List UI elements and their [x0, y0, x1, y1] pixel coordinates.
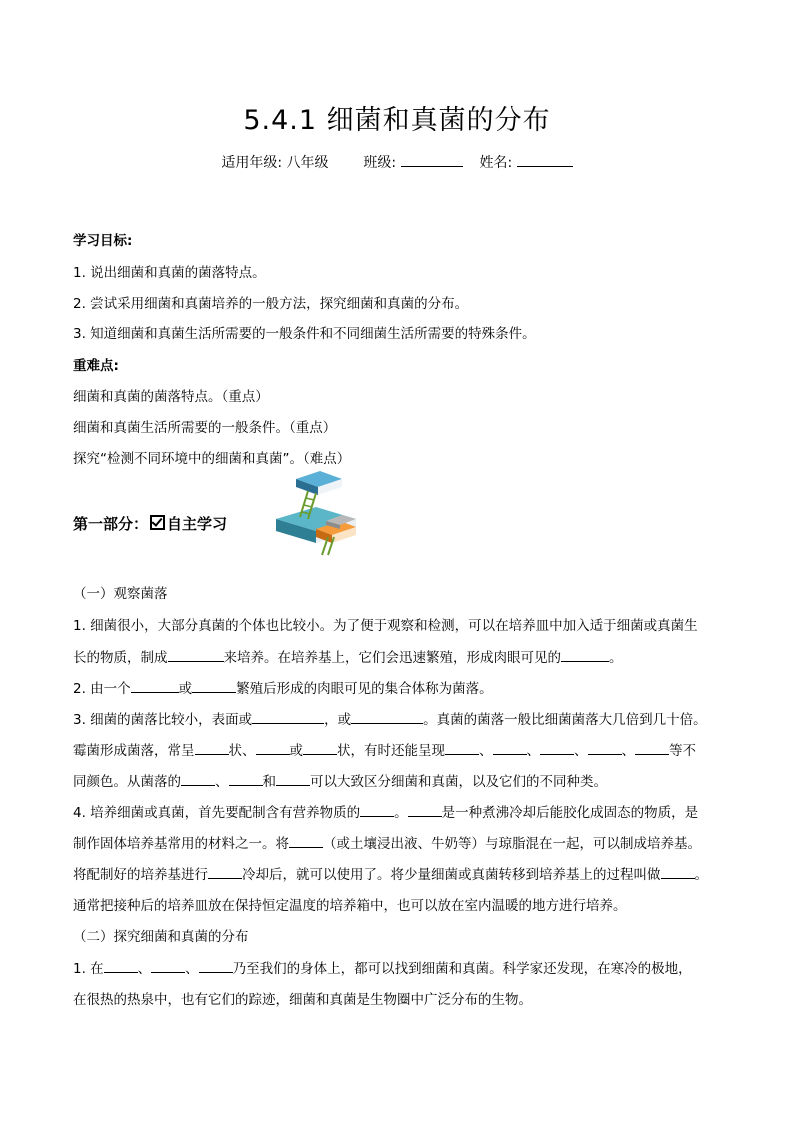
text-span: 3. 细菌的菌落比较小，表面或 — [73, 712, 253, 728]
text-span: 1. 在 — [73, 961, 104, 977]
part1-title: 自主学习 — [167, 515, 228, 533]
fill-blank[interactable] — [289, 835, 323, 848]
text-span: 霉菌形成菌落，常呈 — [73, 743, 195, 759]
text-span: 、 — [574, 743, 588, 759]
text-span: 、 — [185, 961, 199, 977]
fill-blank[interactable] — [131, 680, 179, 693]
fill-blank[interactable] — [181, 773, 215, 786]
checkbox-icon — [150, 515, 165, 530]
part1-prefix: 第一部分： — [73, 515, 149, 533]
text-span: 同颜色。从菌落的 — [73, 774, 181, 790]
text-span: 长的物质，制成 — [73, 650, 168, 666]
keypoint-item: 细菌和真菌生活所需要的一般条件。（重点） — [73, 420, 337, 436]
text-span: 和 — [262, 774, 276, 790]
keypoints-heading: 重难点: — [73, 358, 119, 374]
sec1-p4b — [73, 832, 701, 852]
text-span: 繁殖后形成的肉眼可见的集合体称为菌落。 — [236, 681, 493, 697]
sec1-p1a: 1. 细菌很小，大部分真菌的个体也比较小。为了便于观察和检测，可以在培养皿中加入适于细菌或真菌生 — [73, 618, 698, 634]
text-span: 将配制好的培养基进行 — [73, 867, 208, 883]
fill-blank[interactable] — [351, 711, 423, 724]
fill-blank[interactable] — [661, 866, 695, 879]
sec1-p3c — [73, 770, 607, 790]
text-span: 、 — [137, 961, 152, 977]
fill-blank[interactable] — [445, 742, 479, 755]
sec2-p1b: 在很热的热泉中，也有它们的踪迹，细菌和真菌是生物圈中广泛分布的生物。 — [73, 992, 532, 1008]
keypoint-item: 细菌和真菌的菌落特点。（重点） — [73, 389, 269, 405]
text-span: 制作固体培养基常用的材料之一。将 — [73, 836, 289, 852]
text-span: 。真菌的菌落一般比细菌菌落大几倍到几十倍。 — [423, 712, 707, 728]
text-span: 等不 — [669, 743, 696, 759]
section2-heading: （二）探究细菌和真菌的分布 — [73, 929, 249, 945]
text-span: 2. 由一个 — [73, 681, 131, 697]
header-info — [0, 152, 794, 172]
fill-blank[interactable] — [360, 804, 394, 817]
fill-blank[interactable] — [303, 742, 337, 755]
fill-blank[interactable] — [168, 649, 224, 662]
name-label: 姓名: — [479, 155, 513, 171]
sec1-p1b — [73, 646, 623, 666]
fill-blank[interactable] — [199, 960, 233, 973]
fill-blank[interactable] — [256, 742, 290, 755]
class-blank[interactable] — [401, 152, 463, 167]
text-span: 或 — [178, 681, 193, 697]
sec1-p4c — [73, 863, 708, 883]
sec1-p3b — [73, 739, 696, 759]
text-span: 、 — [215, 774, 229, 790]
page-title: 5.4.1 细菌和真菌的分布 — [243, 105, 551, 136]
objective-item: 1. 说出细菌和真菌的菌落特点。 — [73, 265, 266, 281]
text-span: 来培养。在培养基上，它们会迅速繁殖，形成肉眼可见的 — [223, 650, 561, 666]
objective-item: 3. 知道细菌和真菌生活所需要的一般条件和不同细菌生活所需要的特殊条件。 — [73, 326, 536, 342]
text-span: 乃至我们的身体上，都可以找到细菌和真菌。科学家还发现，在寒冷的极地， — [232, 961, 692, 977]
fill-blank[interactable] — [104, 960, 138, 973]
fill-blank[interactable] — [229, 773, 263, 786]
text-span: （或土壤浸出液、牛奶等）与琼脂混在一起，可以制成培养基。 — [323, 836, 701, 852]
text-span: 或 — [289, 743, 303, 759]
text-span: 、 — [621, 743, 635, 759]
sec2-p1a — [73, 957, 692, 977]
section1-heading: （一）观察菌落 — [73, 586, 168, 602]
text-span: 。 — [394, 805, 408, 821]
sec1-p2 — [73, 677, 493, 697]
fill-blank[interactable] — [208, 866, 242, 879]
fill-blank[interactable] — [540, 742, 574, 755]
text-span: 状，有时还能呈现 — [337, 743, 445, 759]
text-span: 。 — [694, 867, 708, 883]
fill-blank[interactable] — [276, 773, 310, 786]
fill-blank[interactable] — [493, 742, 527, 755]
text-span: 状、 — [228, 743, 256, 759]
fill-blank[interactable] — [252, 711, 324, 724]
sec1-p3a — [73, 708, 707, 728]
text-span: ，或 — [324, 712, 352, 728]
text-span: 、 — [479, 743, 493, 759]
fill-blank[interactable] — [192, 680, 236, 693]
text-span: 冷却后，就可以使用了。将少量细菌或真菌转移到培养基上的过程叫做 — [242, 867, 661, 883]
text-span: 、 — [526, 743, 540, 759]
text-span: 4. 培养细菌或真菌，首先要配制含有营养物质的 — [73, 805, 361, 821]
sec1-p4a — [73, 801, 698, 821]
objectives-heading: 学习目标: — [73, 233, 133, 249]
sec1-p4d: 通常把接种后的培养皿放在保持恒定温度的培养箱中，也可以放在室内温暖的地方进行培养。 — [73, 898, 627, 914]
fill-blank[interactable] — [588, 742, 622, 755]
grade-label: 适用年级: 八年级 — [221, 155, 329, 171]
fill-blank[interactable] — [635, 742, 669, 755]
objective-item: 2. 尝试采用细菌和真菌培养的一般方法，探究细菌和真菌的分布。 — [73, 296, 469, 312]
books-ladder-icon — [270, 467, 362, 559]
text-span: 可以大致区分细菌和真菌，以及它们的不同种类。 — [310, 774, 607, 790]
fill-blank[interactable] — [151, 960, 185, 973]
fill-blank[interactable] — [561, 649, 609, 662]
text-span: 是一种煮沸冷却后能胶化成固态的物质，是 — [441, 805, 699, 821]
text-span: 。 — [609, 650, 623, 666]
class-label: 班级: — [363, 155, 397, 171]
part1-heading — [73, 513, 227, 534]
fill-blank[interactable] — [195, 742, 229, 755]
name-blank[interactable] — [517, 152, 573, 167]
keypoint-item: 探究“检测不同环境中的细菌和真菌”。（难点） — [73, 451, 351, 467]
fill-blank[interactable] — [408, 804, 442, 817]
